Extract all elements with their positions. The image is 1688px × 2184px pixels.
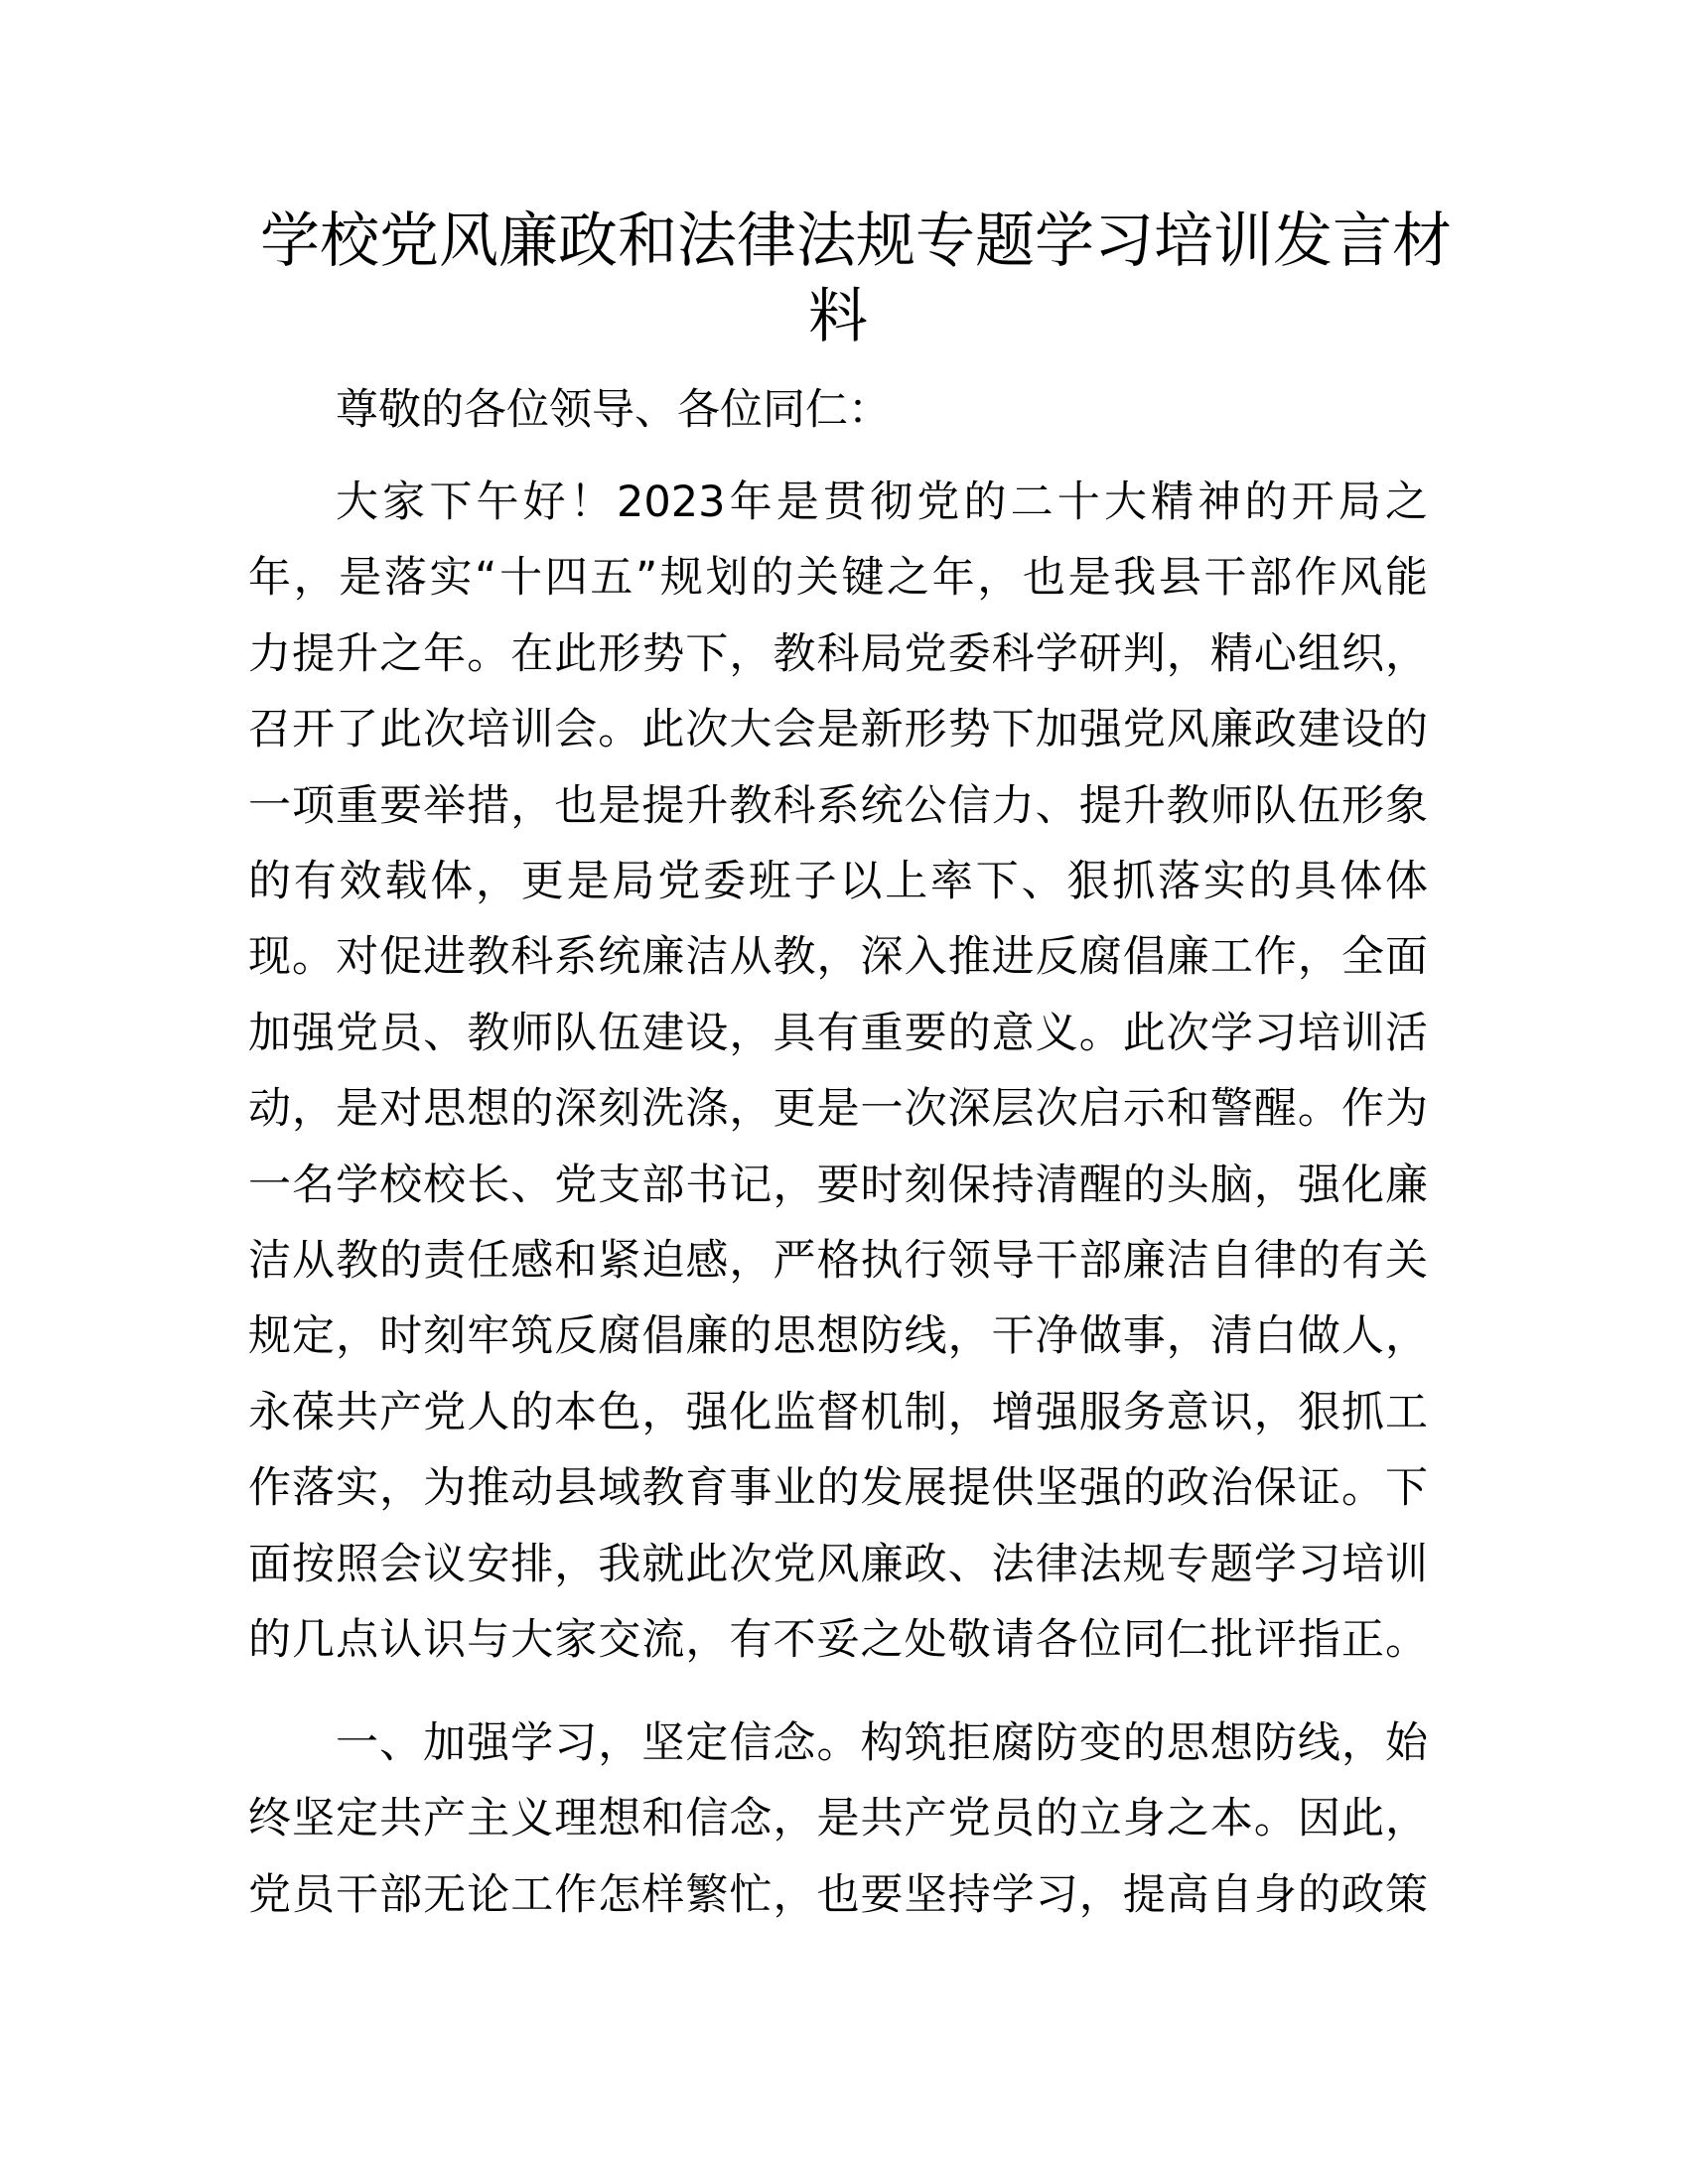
paragraph-line: 加强党员、教师队伍建设，具有重要的意义。此次学习培训活 — [248, 1008, 1428, 1058]
document-title-continued: 料 — [808, 282, 868, 351]
paragraph-line: 党员干部无论工作怎样繁忙，也要坚持学习，提高自身的政策 — [248, 1869, 1428, 1920]
paragraph-line: 现。对促进教科系统廉洁从教，深入推进反腐倡廉工作，全面 — [248, 932, 1428, 983]
paragraph-line: 一名学校校长、党支部书记，要时刻保持清醒的头脑，强化廉 — [248, 1160, 1428, 1210]
paragraph-line: 规定，时刻牢筑反腐倡廉的思想防线，干净做事，清白做人， — [248, 1311, 1428, 1362]
greeting: 尊敬的各位领导、各位同仁： — [336, 385, 891, 435]
paragraph-line: 力提升之年。在此形势下，教科局党委科学研判，精心组织， — [248, 628, 1428, 679]
document-title: 学校党风廉政和法律法规专题学习培训发言材 — [260, 206, 1452, 276]
paragraph-line: 永葆共产党人的本色，强化监督机制，增强服务意识，狠抓工 — [248, 1387, 1428, 1437]
paragraph-line: 年，是落实“十四五”规划的关键之年，也是我县干部作风能 — [248, 553, 1428, 604]
paragraph-line: 动，是对思想的深刻洗涤，更是一次深层次启示和警醒。作为 — [248, 1084, 1428, 1135]
paragraph-line: 终坚定共产主义理想和信念，是共产党员的立身之本。因此， — [248, 1794, 1428, 1844]
paragraph-line: 洁从教的责任感和紧迫感，严格执行领导干部廉洁自律的有关 — [248, 1236, 1428, 1286]
paragraph-line: 作落实，为推动县域教育事业的发展提供坚强的政治保证。下 — [248, 1463, 1428, 1514]
paragraph-line: 召开了此次培训会。此次大会是新形势下加强党风廉政建设的 — [248, 705, 1428, 755]
paragraph-line: 面按照会议安排，我就此次党风廉政、法律法规专题学习培训 — [248, 1539, 1428, 1589]
paragraph-line: 一项重要举措，也是提升教科系统公信力、提升教师队伍形象 — [248, 780, 1428, 831]
paragraph-line: 的几点认识与大家交流，有不妥之处敬请各位同仁批评指正。 — [248, 1615, 1428, 1665]
paragraph-line: 的有效载体，更是局党委班子以上率下、狠抓落实的具体体 — [248, 857, 1428, 906]
paragraph-line: 大家下午好！2023年是贯彻党的二十大精神的开局之 — [336, 478, 1428, 527]
paragraph-line: 一、加强学习，坚定信念。构筑拒腐防变的思想防线，始 — [336, 1718, 1428, 1768]
